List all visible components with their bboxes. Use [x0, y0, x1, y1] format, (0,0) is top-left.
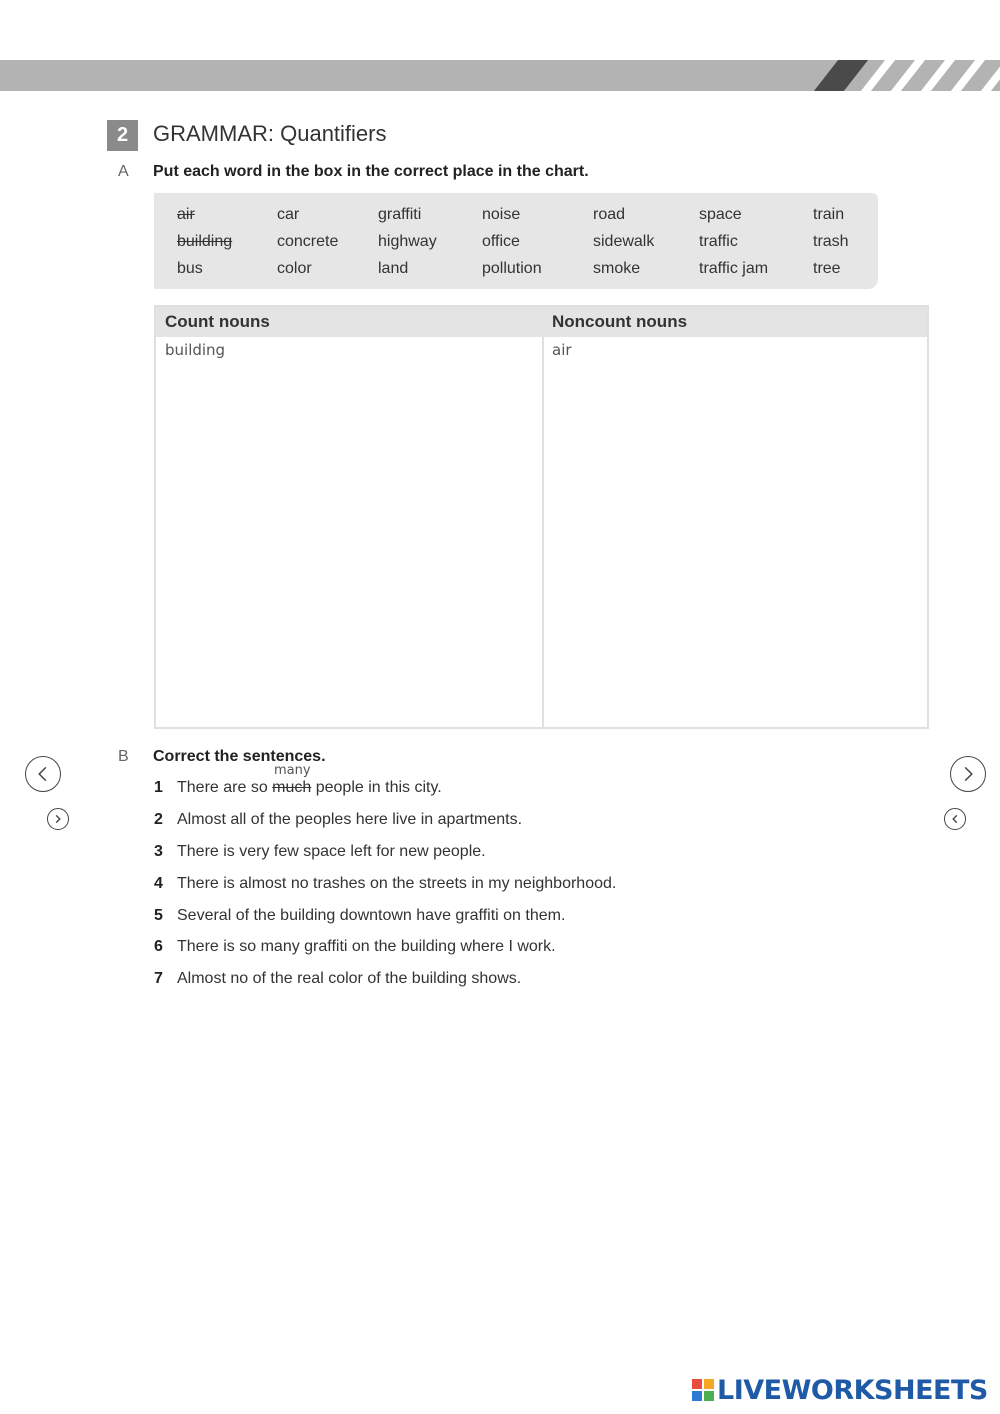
- word-box: [154, 193, 878, 289]
- band-stripe: [814, 60, 868, 91]
- band-stripe: [891, 60, 925, 91]
- part-a-letter: A: [118, 163, 129, 180]
- word-item[interactable]: building: [177, 233, 233, 250]
- word-item[interactable]: train: [813, 206, 845, 223]
- chevron-left-icon: [26, 757, 60, 791]
- sentence-item[interactable]: [154, 907, 565, 925]
- word-item[interactable]: color: [277, 260, 312, 277]
- band-stripe: [981, 60, 1000, 91]
- sentence-text: Almost no of the real color of the building shows.: [177, 970, 522, 987]
- prev-small-button[interactable]: [944, 808, 966, 830]
- word-item[interactable]: space: [699, 206, 742, 223]
- noncount-nouns-answer[interactable]: air: [552, 341, 572, 359]
- sentence-number: 5: [154, 907, 163, 924]
- word-item[interactable]: highway: [378, 233, 437, 250]
- word-item[interactable]: concrete: [277, 233, 339, 250]
- count-nouns-answer[interactable]: building: [165, 341, 226, 359]
- chart-header: [156, 307, 927, 337]
- word-item[interactable]: traffic jam: [699, 260, 769, 277]
- sentence-number: 6: [154, 938, 163, 955]
- chevron-right-icon: [48, 809, 68, 829]
- section-number: 2: [107, 120, 138, 151]
- part-b-letter: B: [118, 748, 129, 765]
- word-item[interactable]: noise: [482, 206, 521, 223]
- sentence-item[interactable]: 1 There are so much people in this city.: [154, 779, 442, 796]
- chevron-left-icon: [945, 809, 965, 829]
- logo-blocks-icon: [692, 1379, 714, 1401]
- word-item[interactable]: smoke: [593, 260, 641, 277]
- sentence-text: There is almost no trashes on the streets in my neighborhood.: [177, 875, 617, 892]
- sentence-number: 7: [154, 970, 163, 987]
- prev-page-button[interactable]: [25, 756, 61, 792]
- sentence-item[interactable]: [154, 811, 522, 829]
- sentence-item[interactable]: [154, 875, 616, 893]
- next-page-button[interactable]: [950, 756, 986, 792]
- part-a-instruction: Put each word in the box in the correct place in the chart.: [153, 163, 589, 180]
- sentence-number: 2: [154, 811, 163, 828]
- section-title: GRAMMAR: Quantifiers: [153, 121, 387, 146]
- word-item[interactable]: trash: [813, 233, 849, 250]
- word-item[interactable]: car: [277, 206, 300, 223]
- word-item[interactable]: pollution: [482, 260, 542, 277]
- next-small-button[interactable]: [47, 808, 69, 830]
- sentence-item[interactable]: [154, 938, 556, 956]
- example-correction: many: [274, 763, 311, 778]
- band-stripe: [861, 60, 895, 91]
- sentence-text: There is very few space left for new people.: [177, 843, 486, 860]
- sentence-text: There is so many graffiti on the building where I work.: [177, 938, 556, 955]
- count-nouns-header: Count nouns: [165, 312, 270, 331]
- sentence-item[interactable]: [154, 970, 521, 988]
- band-stripe: [921, 60, 955, 91]
- sentence-text: Almost all of the peoples here live in apartments.: [177, 811, 523, 828]
- liveworksheets-logo[interactable]: [692, 1376, 988, 1404]
- sentence-item[interactable]: [154, 843, 486, 861]
- part-b-instruction: Correct the sentences.: [153, 748, 326, 765]
- sentence-number: 1: [154, 779, 163, 796]
- word-item[interactable]: air: [177, 206, 195, 223]
- word-item[interactable]: land: [378, 260, 409, 277]
- word-item[interactable]: road: [593, 206, 626, 223]
- word-item[interactable]: traffic: [699, 233, 738, 250]
- chevron-right-icon: [951, 757, 985, 791]
- word-item[interactable]: bus: [177, 260, 203, 277]
- word-item[interactable]: graffiti: [378, 206, 422, 223]
- noncount-nouns-header: Noncount nouns: [552, 312, 688, 331]
- band-stripe: [951, 60, 985, 91]
- sentence-number: 3: [154, 843, 163, 860]
- word-item[interactable]: sidewalk: [593, 233, 655, 250]
- logo-text: LIVEWORKSHEETS: [717, 1374, 988, 1406]
- sentence-text: Several of the building downtown have graffiti on them.: [177, 907, 566, 924]
- header-band: [0, 60, 1000, 91]
- noun-chart: [154, 305, 929, 729]
- sentence-number: 4: [154, 875, 163, 892]
- word-item[interactable]: tree: [813, 260, 841, 277]
- struck-word: much: [272, 779, 312, 796]
- word-item[interactable]: office: [482, 233, 520, 250]
- column-divider: [542, 337, 544, 729]
